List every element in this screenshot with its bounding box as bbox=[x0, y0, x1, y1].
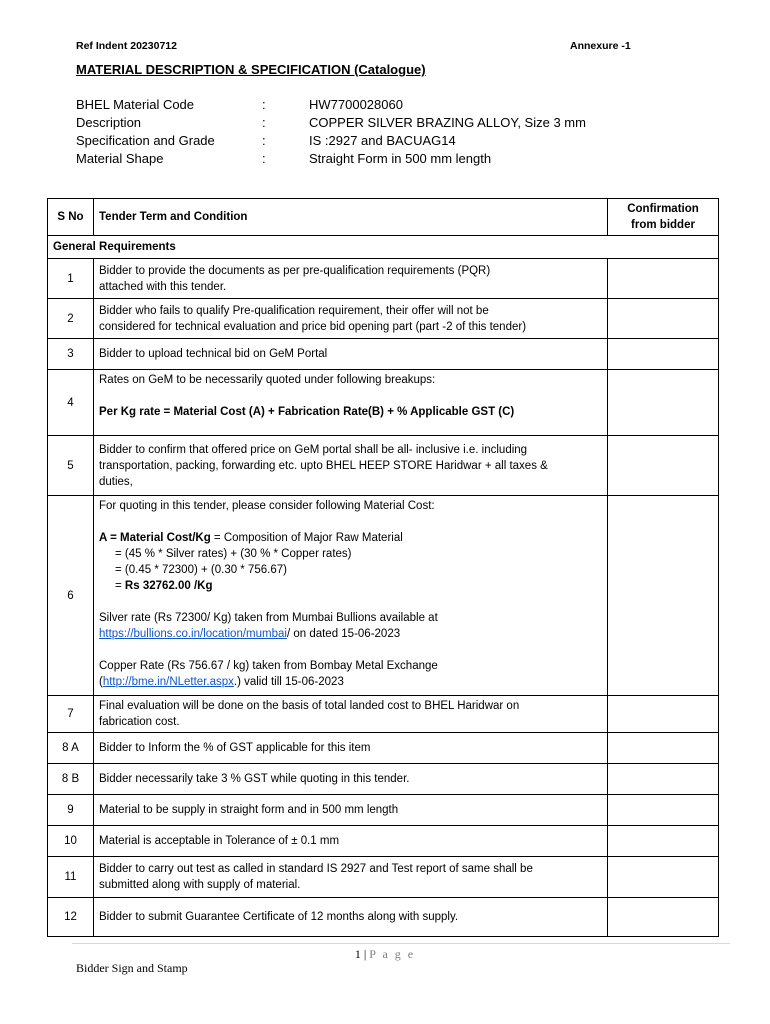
silver-link-line: https://bullions.co.in/location/mumbai/ on dated 15-06-2023 bbox=[99, 628, 401, 640]
confirmation-cell[interactable] bbox=[608, 370, 719, 436]
shape-value: Straight Form in 500 mm length bbox=[309, 151, 492, 166]
table-row bbox=[48, 826, 719, 857]
row-sno: 12 bbox=[48, 898, 94, 937]
row-sno: 5 bbox=[48, 436, 94, 496]
confirmation-line-2: from bidder bbox=[631, 219, 695, 231]
copper-rate-link[interactable]: http://bme.in/NLetter.aspx bbox=[102, 676, 234, 688]
section-row bbox=[48, 236, 719, 259]
table-row bbox=[48, 795, 719, 826]
colon: : bbox=[262, 97, 266, 112]
material-code-row bbox=[76, 97, 676, 115]
specification-row bbox=[76, 133, 676, 151]
term-line: Bidder to upload technical bid on GeM Portal bbox=[99, 348, 328, 360]
calc-line: = (45 % * Silver rates) + (30 % * Copper rates) bbox=[115, 548, 352, 560]
row-sno: 2 bbox=[48, 299, 94, 339]
row-sno: 10 bbox=[48, 826, 94, 857]
confirmation-cell[interactable] bbox=[608, 857, 719, 898]
term-line: Bidder to carry out test as called in standard IS 2927 and Test report of same shall be bbox=[99, 863, 533, 875]
row-term bbox=[94, 259, 608, 299]
table-row bbox=[48, 696, 719, 733]
description-row bbox=[76, 115, 676, 133]
material-cost-line: A = Material Cost/Kg = Composition of Major Raw Material bbox=[99, 532, 403, 544]
confirmation-cell[interactable] bbox=[608, 259, 719, 299]
table-row bbox=[48, 898, 719, 937]
term-line: Bidder to Inform the % of GST applicable for this item bbox=[99, 742, 371, 754]
calc-line: = (0.45 * 72300) + (0.30 * 756.67) bbox=[115, 564, 287, 576]
footer-divider bbox=[72, 943, 730, 944]
description-value: COPPER SILVER BRAZING ALLOY, Size 3 mm bbox=[309, 115, 586, 130]
colon: : bbox=[262, 133, 266, 148]
table-row bbox=[48, 370, 719, 436]
term-line: Rates on GeM to be necessarily quoted under following breakups: bbox=[99, 374, 436, 386]
terms-table bbox=[47, 198, 719, 937]
confirmation-line-1: Confirmation bbox=[627, 203, 699, 215]
colon: : bbox=[262, 151, 266, 166]
table-row bbox=[48, 733, 719, 764]
row-term bbox=[94, 764, 608, 795]
term-line: Final evaluation will be done on the basis of total landed cost to BHEL Haridwar on bbox=[99, 700, 520, 712]
row-sno: 11 bbox=[48, 857, 94, 898]
material-code-label: BHEL Material Code bbox=[76, 97, 195, 112]
confirmation-cell[interactable] bbox=[608, 733, 719, 764]
row-sno: 7 bbox=[48, 696, 94, 733]
term-line: Material to be supply in straight form and in 500 mm length bbox=[99, 804, 399, 816]
term-line: considered for technical evaluation and price bid opening part (part -2 of this tender) bbox=[99, 320, 527, 333]
row-sno: 4 bbox=[48, 370, 94, 436]
confirmation-cell[interactable] bbox=[608, 696, 719, 733]
calc-result: = Rs 32762.00 /Kg bbox=[115, 580, 213, 592]
annexure-label: Annexure -1 bbox=[570, 40, 631, 52]
confirmation-cell[interactable] bbox=[608, 764, 719, 795]
table-row bbox=[48, 259, 719, 299]
row-term bbox=[94, 826, 608, 857]
copper-rate-line: Copper Rate (Rs 756.67 / kg) taken from Bombay Metal Exchange bbox=[99, 660, 438, 672]
bidder-sign-label: Bidder Sign and Stamp bbox=[76, 961, 188, 975]
term-line: Bidder necessarily take 3 % GST while quoting in this tender. bbox=[99, 773, 410, 785]
term-line: fabrication cost. bbox=[99, 716, 180, 728]
specification-label: Specification and Grade bbox=[76, 133, 215, 148]
term-line: Bidder who fails to qualify Pre-qualification requirement, their offer will not be bbox=[99, 304, 489, 317]
confirmation-cell[interactable] bbox=[608, 496, 719, 696]
row-sno: 8 A bbox=[48, 733, 94, 764]
section-title: General Requirements bbox=[48, 236, 719, 259]
row-term bbox=[94, 857, 608, 898]
term-line: Bidder to confirm that offered price on GeM portal shall be all- inclusive i.e. including bbox=[99, 443, 528, 456]
term-line: Material is acceptable in Tolerance of ± 0.1 mm bbox=[99, 835, 340, 847]
colon: : bbox=[262, 115, 266, 130]
table-row bbox=[48, 857, 719, 898]
row-term bbox=[94, 795, 608, 826]
description-label: Description bbox=[76, 115, 142, 130]
row-sno: 3 bbox=[48, 339, 94, 370]
table-row bbox=[48, 436, 719, 496]
confirmation-cell[interactable] bbox=[608, 898, 719, 937]
term-line: duties, bbox=[99, 475, 133, 488]
row-sno: 6 bbox=[48, 496, 94, 696]
row-sno: 1 bbox=[48, 259, 94, 299]
row-term bbox=[94, 299, 608, 339]
col-term-header: Tender Term and Condition bbox=[94, 199, 608, 236]
row-term bbox=[94, 733, 608, 764]
col-confirmation-header bbox=[608, 199, 719, 236]
material-code-value: HW7700028060 bbox=[309, 97, 403, 112]
term-line: Bidder to submit Guarantee Certificate of 12 months along with supply. bbox=[99, 911, 459, 923]
page-number: 1 | P a g e bbox=[354, 947, 416, 961]
page-title: MATERIAL DESCRIPTION & SPECIFICATION (Catalogue) bbox=[76, 62, 426, 77]
confirmation-cell[interactable] bbox=[608, 795, 719, 826]
table-row bbox=[48, 764, 719, 795]
row-term bbox=[94, 898, 608, 937]
specification-value: IS :2927 and BACUAG14 bbox=[309, 133, 456, 148]
term-line: Bidder to provide the documents as per pre-qualification requirements (PQR) bbox=[99, 264, 491, 277]
table-row bbox=[48, 339, 719, 370]
term-line: attached with this tender. bbox=[99, 280, 227, 293]
row-sno: 9 bbox=[48, 795, 94, 826]
row-term bbox=[94, 696, 608, 733]
confirmation-cell[interactable] bbox=[608, 436, 719, 496]
rate-formula: Per Kg rate = Material Cost (A) + Fabrication Rate(B) + % Applicable GST (C) bbox=[99, 406, 515, 418]
copper-link-line: (http://bme.in/NLetter.aspx.) valid till 15-06-2023 bbox=[99, 676, 344, 688]
row-sno: 8 B bbox=[48, 764, 94, 795]
shape-label: Material Shape bbox=[76, 151, 164, 166]
silver-rate-line: Silver rate (Rs 72300/ Kg) taken from Mumbai Bullions available at bbox=[99, 612, 438, 624]
table-header-row bbox=[48, 199, 719, 236]
term-line: transportation, packing, forwarding etc. upto BHEL HEEP STORE Haridwar + all taxes & bbox=[99, 459, 548, 472]
col-sno-header: S No bbox=[48, 199, 94, 236]
ref-indent: Ref Indent 20230712 bbox=[76, 40, 177, 52]
table-row bbox=[48, 299, 719, 339]
term-line: For quoting in this tender, please consider following Material Cost: bbox=[99, 500, 435, 512]
row-term bbox=[94, 370, 608, 436]
shape-row bbox=[76, 151, 676, 169]
term-line: submitted along with supply of material. bbox=[99, 879, 301, 891]
row-term bbox=[94, 496, 608, 696]
row-term bbox=[94, 339, 608, 370]
row-term bbox=[94, 436, 608, 496]
confirmation-cell[interactable] bbox=[608, 339, 719, 370]
table-row bbox=[48, 496, 719, 696]
silver-rate-link[interactable]: https://bullions.co.in/location/mumbai bbox=[99, 628, 287, 640]
confirmation-cell[interactable] bbox=[608, 299, 719, 339]
confirmation-cell[interactable] bbox=[608, 826, 719, 857]
